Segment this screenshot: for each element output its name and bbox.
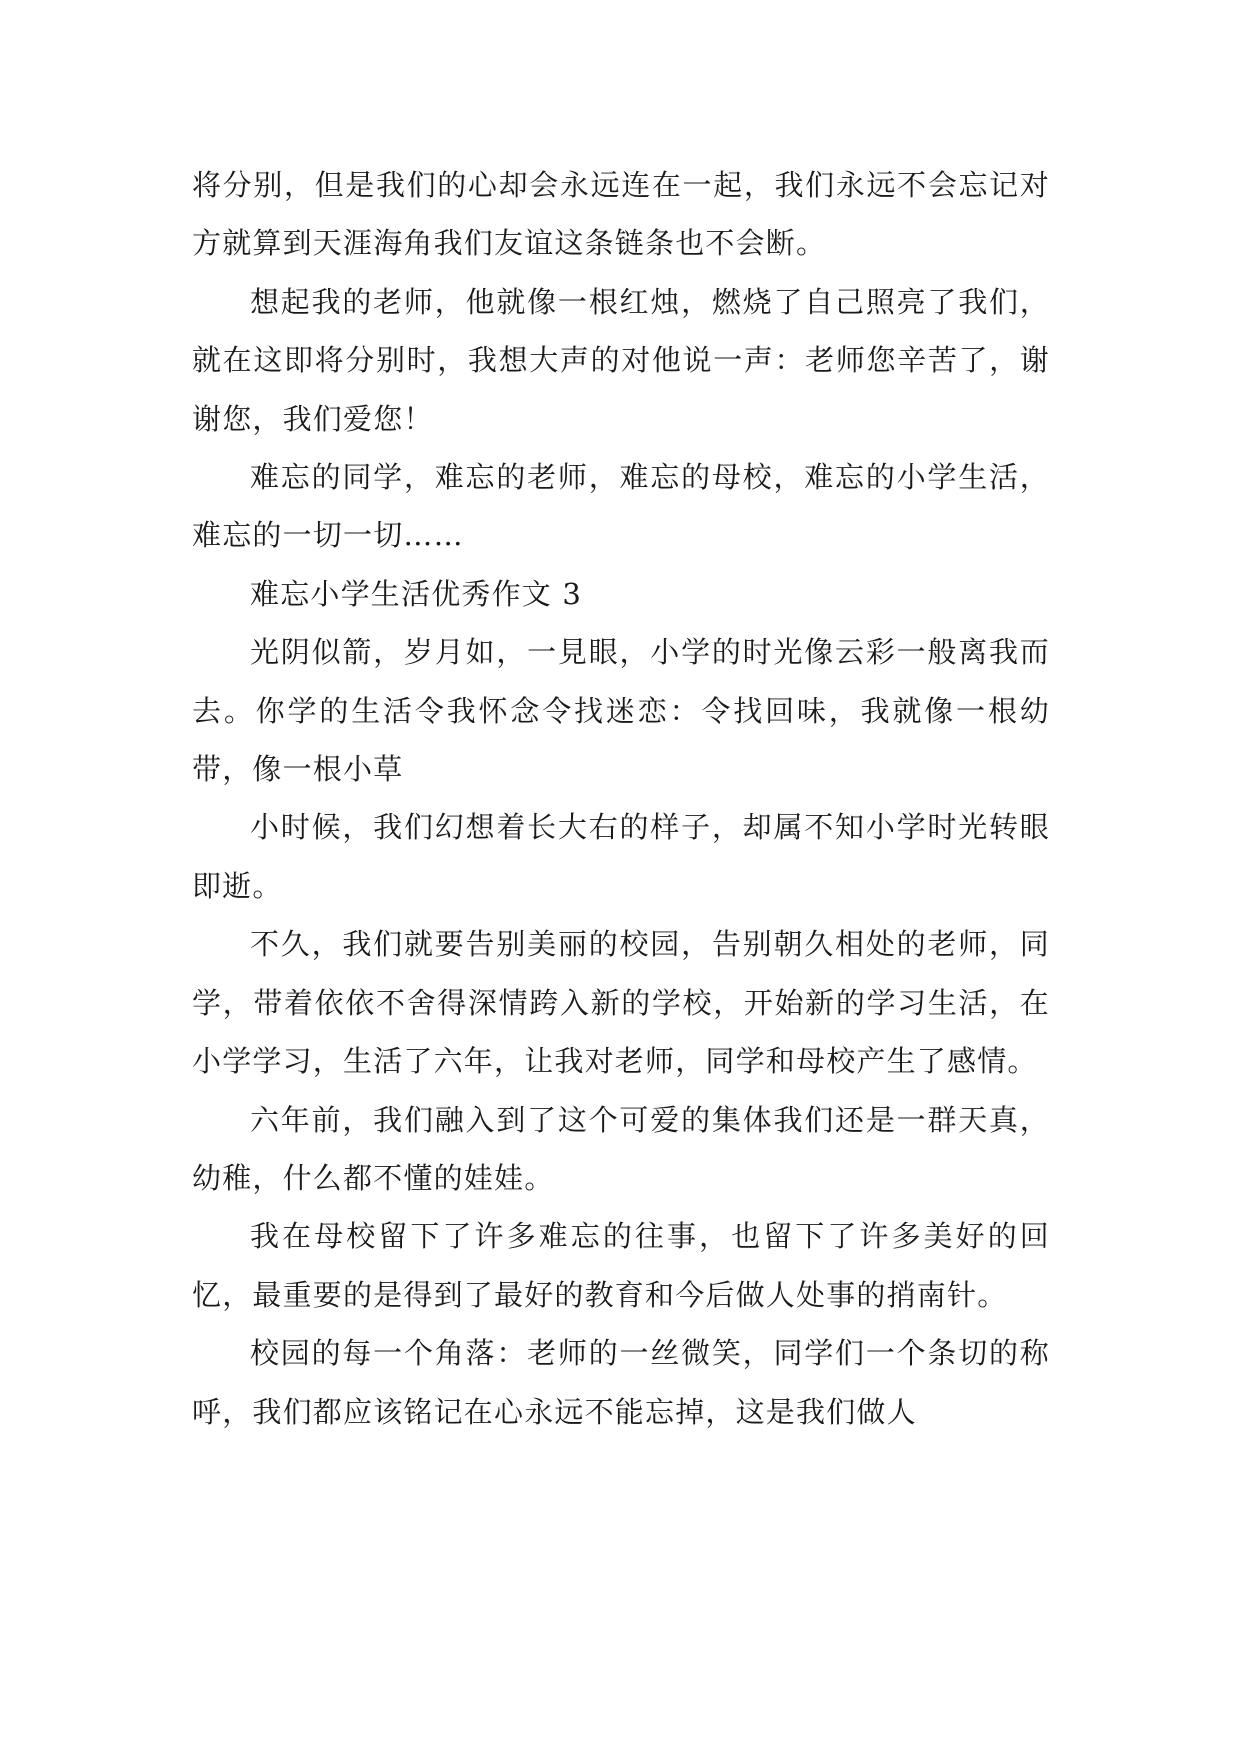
paragraph-10: 校园的每一个角落：老师的一丝微笑，同学们一个条切的称呼，我们都应该铭记在心永远不能忘掉，这是我们做人: [192, 1336, 1050, 1429]
essay-heading: 难忘小学生活优秀作文 3: [250, 576, 583, 611]
paragraph-9: 我在母校留下了许多难忘的往事，也留下了许多美好的回忆，最重要的是得到了最好的教育和今后做人处事的捎南针。: [192, 1219, 1050, 1312]
paragraph-7: 不久，我们就要告别美丽的校园，告别朝久相处的老师，同学，带着依依不舍得深情跨入新的学校，开始新的学习生活，在小学学习，生活了六年，让我对老师，同学和母校产生了感情。: [192, 927, 1050, 1079]
paragraph-3: 难忘的同学，难忘的老师，难忘的母校，难忘的小学生活，难忘的一切一切……: [192, 460, 1050, 553]
paragraph-6: 小时候，我们幻想着长大右的样子，却属不知小学时光转眼即逝。: [192, 810, 1050, 903]
paragraph-2: 想起我的老师，他就像一根红烛，燃烧了自己照亮了我们，就在这即将分别时，我想大声的对他说一声：老师您辛苦了，谢谢您，我们爱您！: [192, 284, 1050, 436]
essay-body: [192, 156, 1050, 1441]
paragraph-1: 将分别，但是我们的心却会永远连在一起，我们永远不会忘记对方就算到天涯海角我们友谊这条链条也不会断。: [192, 168, 1050, 261]
paragraph-5: 光阴似箭，岁月如，一見眼，小学的时光像云彩一般离我而去。你学的生活令我怀念令找迷恋：令找回味，我就像一根幼带，像一根小草: [192, 635, 1050, 787]
paragraph-8: 六年前，我们融入到了这个可爱的集体我们还是一群天真，幼稚，什么都不懂的娃娃。: [192, 1102, 1050, 1195]
